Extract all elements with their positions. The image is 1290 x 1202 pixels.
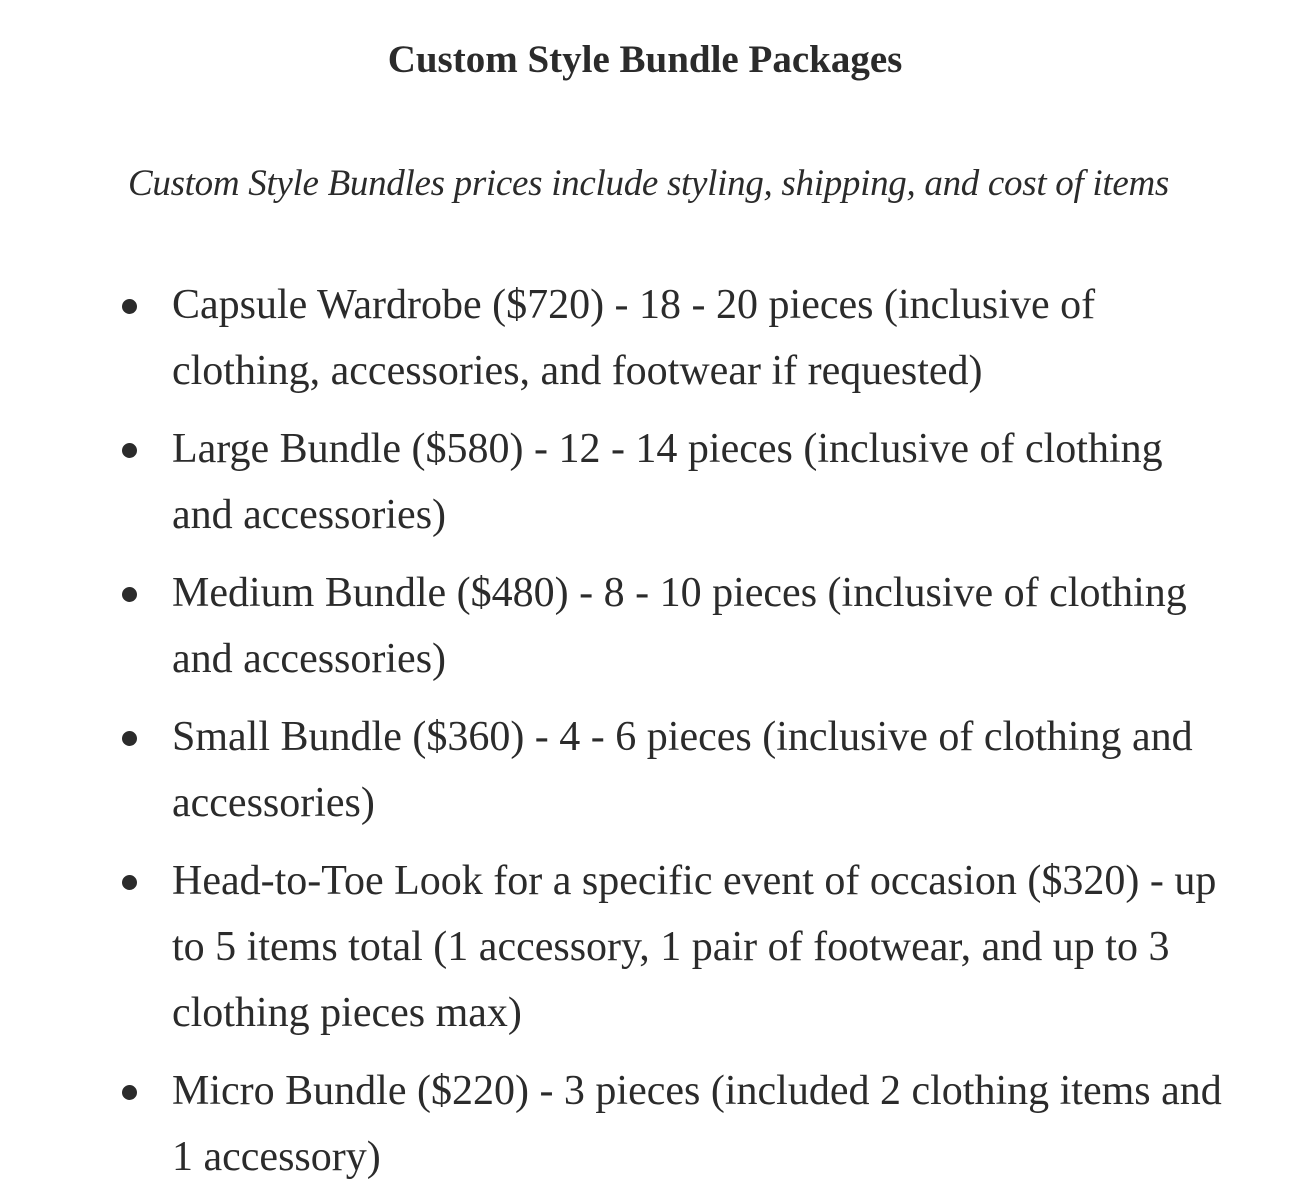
bundle-item-micro	[0, 1058, 1290, 1190]
bullet-icon	[122, 299, 137, 314]
bundle-text: Head-to-Toe Look for a specific event of occasion ($320) - up to 5 items total (1 accessory, 1 pair of footwear, and up to 3 clothing pieces max)	[172, 858, 1217, 1036]
bundle-text: Capsule Wardrobe ($720) - 18 - 20 pieces (inclusive of clothing, accessories, and footwear if requested)	[172, 282, 1096, 394]
bundle-item-large	[0, 416, 1290, 548]
bullet-icon	[122, 587, 137, 602]
bundle-list	[0, 272, 1290, 1202]
bundle-item-capsule-wardrobe	[0, 272, 1290, 404]
bundle-item-small	[0, 704, 1290, 836]
bundle-text: Medium Bundle ($480) - 8 - 10 pieces (inclusive of clothing and accessories)	[172, 570, 1187, 682]
bullet-icon	[122, 731, 137, 746]
bundle-item-head-to-toe	[0, 848, 1290, 1046]
bundle-text: Micro Bundle ($220) - 3 pieces (included 2 clothing items and 1 accessory)	[172, 1068, 1222, 1180]
bullet-icon	[122, 1085, 137, 1100]
bundle-text: Small Bundle ($360) - 4 - 6 pieces (inclusive of clothing and accessories)	[172, 714, 1193, 826]
bundle-item-medium	[0, 560, 1290, 692]
bundle-text: Large Bundle ($580) - 12 - 14 pieces (inclusive of clothing and accessories)	[172, 426, 1163, 538]
page-subtitle: Custom Style Bundles prices include styling, shipping, and cost of items	[128, 163, 1170, 204]
bullet-icon	[122, 875, 137, 890]
bullet-icon	[122, 443, 137, 458]
page-title: Custom Style Bundle Packages	[387, 38, 903, 81]
